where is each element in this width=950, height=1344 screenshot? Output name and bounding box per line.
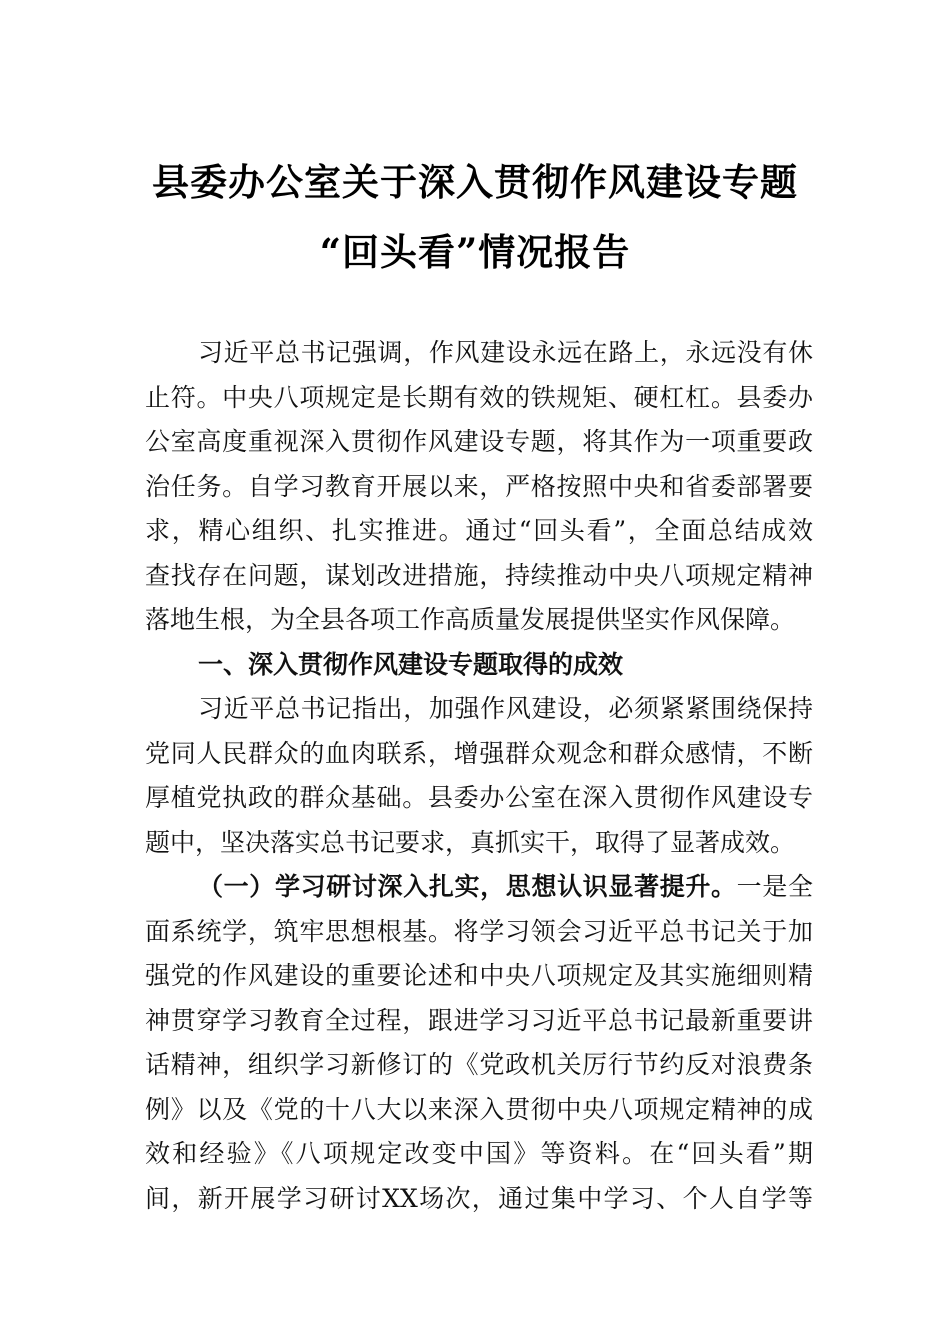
paragraph-3-line: 间，新开展学习研讨XX场次，通过集中学习、个人自学等 (145, 1183, 813, 1213)
paragraph-3-line: 面系统学，筑牢思想根基。将学习领会习近平总书记关于加 (145, 916, 813, 946)
section-heading-1: 一、深入贯彻作风建设专题取得的成效 (198, 649, 624, 679)
paragraph-1-line: 求，精心组织、扎实推进。通过“回头看”，全面总结成效 (145, 516, 813, 545)
paragraph-3-line: 效和经验》《八项规定改变中国》等资料。在“回头看”期 (145, 1139, 813, 1168)
paragraph-1-line: 公室高度重视深入贯彻作风建设专题，将其作为一项重要政 (145, 427, 813, 456)
paragraph-3-first-line (145, 865, 813, 910)
paragraph-2-line: 厚植党执政的群众基础。县委办公室在深入贯彻作风建设专 (145, 783, 813, 812)
paragraph-2-line: 题中，坚决落实总书记要求，真抓实干，取得了显著成效。 (145, 827, 796, 857)
paragraph-2-line: 习近平总书记指出，加强作风建设，必须紧紧围绕保持 (198, 694, 813, 723)
paragraph-1-line: 习近平总书记强调，作风建设永远在路上，永远没有休 (198, 338, 813, 367)
paragraph-2-line: 党同人民群众的血肉联系，增强群众观念和群众感情，不断 (145, 738, 813, 768)
paragraph-3-first-line-rest: 一是全 (736, 872, 813, 901)
paragraph-3-line: 话精神，组织学习新修订的《党政机关厉行节约反对浪费条 (145, 1050, 813, 1079)
paragraph-1-line: 落地生根，为全县各项工作高质量发展提供坚实作风保障。 (145, 605, 796, 634)
paragraph-1-line: 治任务。自学习教育开展以来，严格按照中央和省委部署要 (145, 471, 813, 501)
paragraph-3-line: 神贯穿学习教育全过程，跟进学习习近平总书记最新重要讲 (145, 1005, 813, 1035)
paragraph-3-line: 例》以及《党的十八大以来深入贯彻中央八项规定精神的成 (145, 1094, 813, 1124)
paragraph-1-line: 止符。中央八项规定是长期有效的铁规矩、硬杠杠。县委办 (145, 382, 813, 412)
paragraph-1-line: 查找存在问题，谋划改进措施，持续推动中央八项规定精神 (145, 560, 813, 590)
document-title-line-2: “回头看”情况报告 (319, 230, 631, 274)
paragraph-3-line: 强党的作风建设的重要论述和中央八项规定及其实施细则精 (145, 961, 813, 990)
subsection-heading-1: （一）学习研讨深入扎实，思想认识显著提升。 (198, 872, 737, 901)
document-title-line-1: 县委办公室关于深入贯彻作风建设专题 (152, 160, 798, 204)
document-body (145, 331, 813, 1221)
